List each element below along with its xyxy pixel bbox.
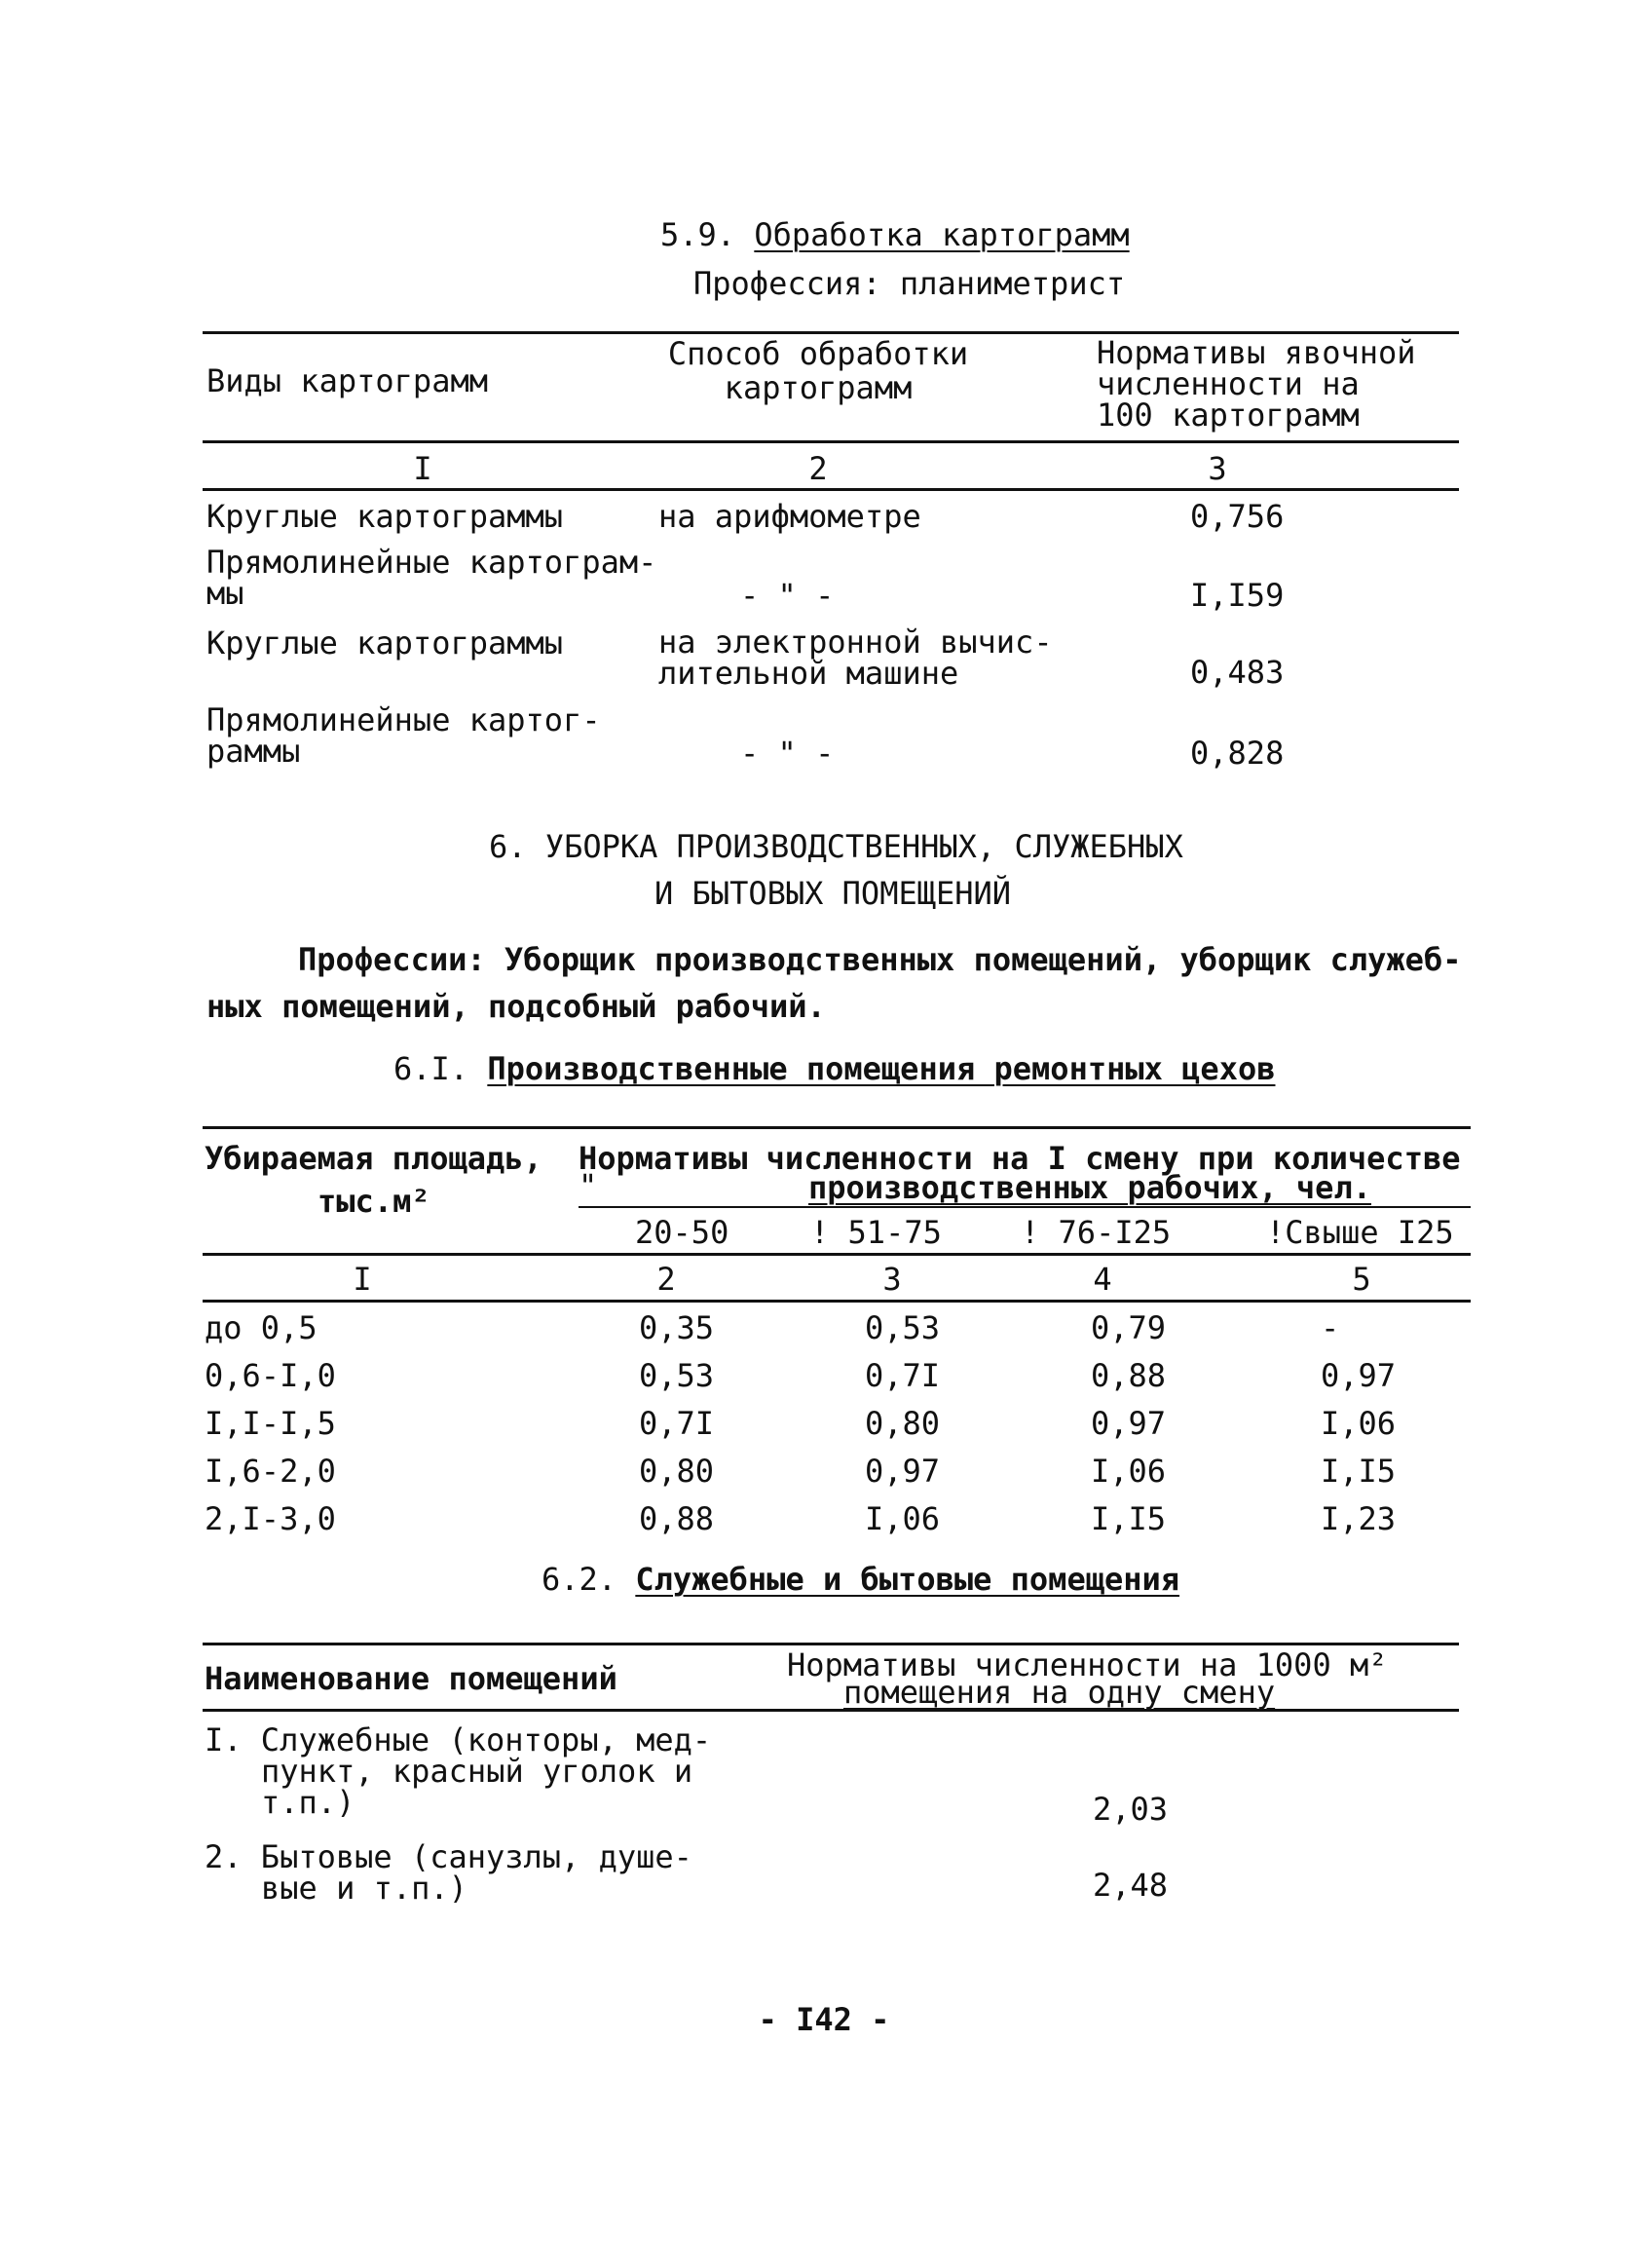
table-cell: 0,7I xyxy=(639,1405,715,1442)
table-cell: I,I-I,5 xyxy=(205,1405,336,1442)
table-cell: на электронной вычис- лительной машине xyxy=(658,624,1053,692)
paragraph: Профессии: Уборщик производственных помещений, уборщик служеб- xyxy=(298,941,1462,978)
table-cell: до 0,5 xyxy=(205,1309,318,1346)
table-cell: I,I5 xyxy=(1091,1500,1167,1537)
table-cell: 0,53 xyxy=(639,1357,715,1394)
quote-mark: " xyxy=(579,1167,598,1204)
section-number: 6.2. xyxy=(542,1561,617,1598)
section-title: Производственные помещения ремонтных цехов xyxy=(487,1050,1276,1087)
sub-header: ! 51-75 xyxy=(810,1214,942,1251)
table-cell: 0,756 xyxy=(1190,498,1285,535)
table-cell: - " - xyxy=(740,577,835,614)
table-cell: 0,97 xyxy=(865,1453,941,1490)
table-cell: Круглые картограммы xyxy=(206,498,564,535)
table-cell: 0,6-I,0 xyxy=(205,1357,336,1394)
table-cell: I. Служебные (конторы, мед- пункт, красный уголок и т.п.) xyxy=(205,1721,712,1821)
chapter-title: 6. УБОРКА ПРОИЗВОДСТВЕННЫХ, СЛУЖЕБНЫХ xyxy=(489,828,1183,865)
column-number: I xyxy=(413,450,432,487)
column-header: Нормативы явочной численности на 100 картограмм xyxy=(1097,334,1416,434)
column-group-header: производственных рабочих, чел. xyxy=(808,1169,1371,1206)
column-number: 2 xyxy=(808,450,828,487)
column-number: 2 xyxy=(656,1261,676,1298)
table-cell: 0,80 xyxy=(639,1453,715,1490)
table-rule xyxy=(203,1126,1471,1129)
table-cell: 0,828 xyxy=(1190,735,1285,772)
table-rule xyxy=(579,1206,1471,1208)
column-header: Способ обработки картограмм xyxy=(667,335,969,406)
profession-line: Профессия: планиметрист xyxy=(693,265,1126,302)
table-cell: 0,97 xyxy=(1321,1357,1397,1394)
column-header: Убираемая площадь, xyxy=(205,1140,542,1177)
table-cell: 0,35 xyxy=(639,1309,715,1346)
table-rule xyxy=(203,1300,1471,1303)
section-5-9-title xyxy=(660,218,1130,252)
table-cell: 2. Бытовые (санузлы, душе- вые и т.п.) xyxy=(205,1838,692,1907)
chapter-title: И БЫТОВЫХ ПОМЕЩЕНИЙ xyxy=(654,875,1012,912)
column-header: Наименование помещений xyxy=(205,1660,617,1697)
table-cell: Круглые картограммы xyxy=(206,624,564,662)
table-cell: 0,88 xyxy=(1091,1357,1167,1394)
column-number: 3 xyxy=(882,1261,902,1298)
table-cell: I,23 xyxy=(1321,1500,1397,1537)
table-rule xyxy=(203,488,1459,491)
section-6-1-title xyxy=(393,1052,1275,1086)
sub-header: 20-50 xyxy=(635,1214,729,1251)
table-rule xyxy=(203,440,1459,443)
column-group-header: Нормативы численности на I смену при количестве xyxy=(579,1140,1461,1177)
column-header: помещения на одну смену xyxy=(843,1674,1276,1711)
table-cell: 0,7I xyxy=(865,1357,941,1394)
section-number: 5.9. xyxy=(660,216,736,253)
section-title: Служебные и бытовые помещения xyxy=(635,1561,1180,1598)
sub-header: ! 76-I25 xyxy=(1021,1214,1172,1251)
table-cell: - " - xyxy=(740,735,835,772)
table-cell: I,06 xyxy=(865,1500,941,1537)
table-rule xyxy=(203,1709,1459,1712)
column-number: 5 xyxy=(1352,1261,1371,1298)
column-number: 3 xyxy=(1208,450,1227,487)
paragraph: ных помещений, подсобный рабочий. xyxy=(206,988,826,1025)
table-cell: I,06 xyxy=(1091,1453,1167,1490)
table-cell: 2,I-3,0 xyxy=(205,1500,336,1537)
table-cell: 0,483 xyxy=(1190,654,1285,691)
table-cell: 0,53 xyxy=(865,1309,941,1346)
page-number: - I42 - xyxy=(758,2001,890,2038)
table-cell: I,06 xyxy=(1321,1405,1397,1442)
table-cell: I,6-2,0 xyxy=(205,1453,336,1490)
column-header: Виды картограмм xyxy=(206,362,488,399)
table-cell: - xyxy=(1321,1309,1340,1346)
column-header: Нормативы численности на 1000 м² xyxy=(787,1646,1388,1683)
section-number: 6.I. xyxy=(393,1050,469,1087)
table-cell: Прямолинейные картог- раммы xyxy=(206,701,601,770)
table-cell: 0,88 xyxy=(639,1500,715,1537)
table-cell: на арифмометре xyxy=(658,498,921,535)
table-rule xyxy=(203,1253,1471,1256)
table-rule xyxy=(203,1643,1459,1645)
sub-header: !Свыше I25 xyxy=(1266,1214,1454,1251)
table-cell: 2,03 xyxy=(1093,1791,1169,1828)
table-cell: I,I5 xyxy=(1321,1453,1397,1490)
section-6-2-title xyxy=(542,1563,1179,1597)
table-cell: 0,97 xyxy=(1091,1405,1167,1442)
table-cell: Прямолинейные картограм- мы xyxy=(206,544,657,612)
table-cell: 0,80 xyxy=(865,1405,941,1442)
table-cell: 2,48 xyxy=(1093,1867,1169,1904)
column-header: тыс.м² xyxy=(318,1183,430,1220)
column-number: 4 xyxy=(1093,1261,1112,1298)
column-number: I xyxy=(353,1261,372,1298)
section-title: Обработка картограмм xyxy=(754,216,1130,253)
table-cell: 0,79 xyxy=(1091,1309,1167,1346)
table-cell: I,I59 xyxy=(1190,577,1285,614)
